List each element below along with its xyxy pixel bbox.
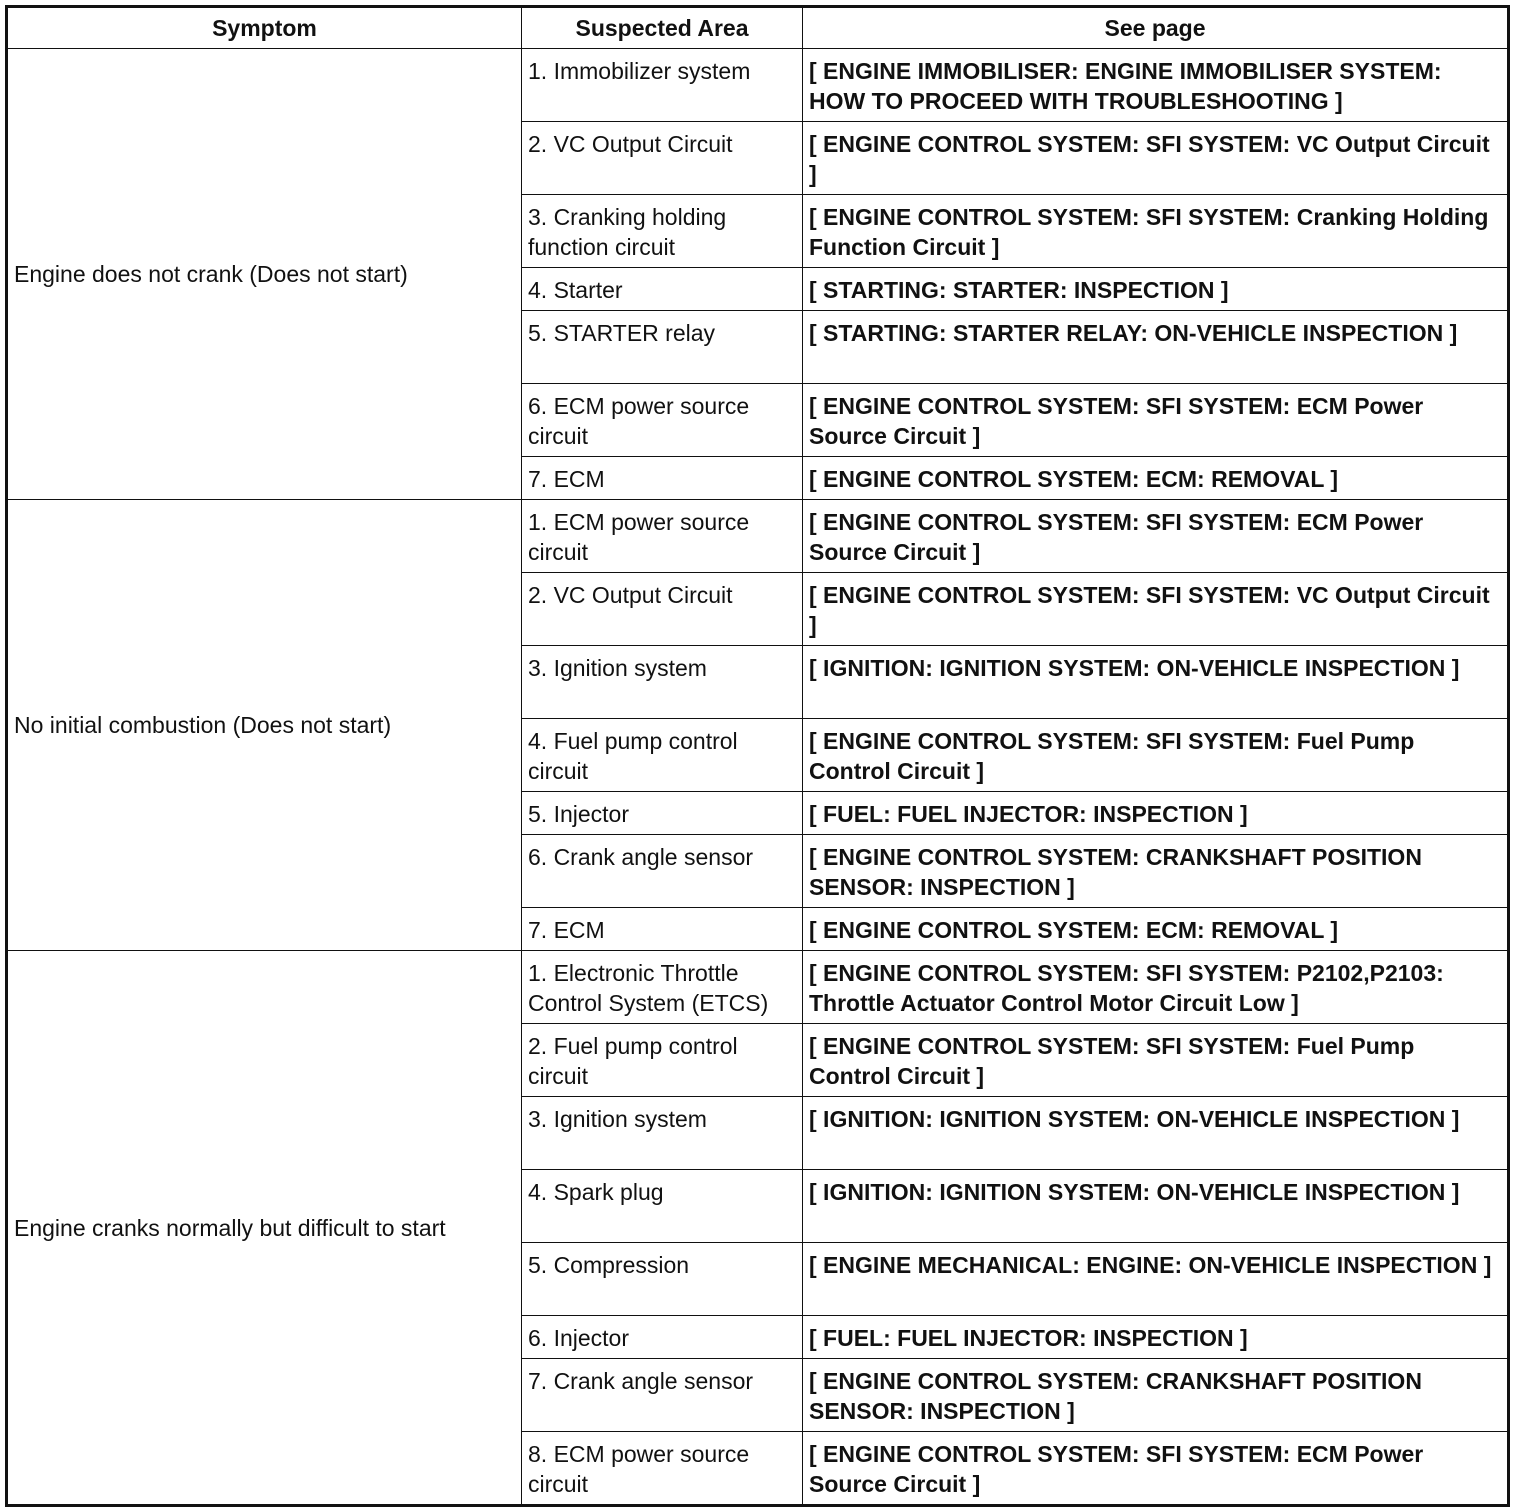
see-page-link[interactable]: [ ENGINE CONTROL SYSTEM: SFI SYSTEM: ECM Power Source Circuit ] bbox=[803, 1432, 1509, 1506]
suspected-area-cell: 5. Compression bbox=[522, 1243, 803, 1316]
see-page-link[interactable]: [ IGNITION: IGNITION SYSTEM: ON-VEHICLE INSPECTION ] bbox=[803, 646, 1509, 719]
header-see-page: See page bbox=[803, 7, 1509, 49]
see-page-link[interactable]: [ IGNITION: IGNITION SYSTEM: ON-VEHICLE INSPECTION ] bbox=[803, 1170, 1509, 1243]
see-page-link[interactable]: [ ENGINE CONTROL SYSTEM: ECM: REMOVAL ] bbox=[803, 908, 1509, 951]
suspected-area-cell: 7. ECM bbox=[522, 457, 803, 500]
suspected-area-cell: 6. Crank angle sensor bbox=[522, 835, 803, 908]
see-page-link[interactable]: [ ENGINE CONTROL SYSTEM: SFI SYSTEM: VC Output Circuit ] bbox=[803, 122, 1509, 195]
suspected-area-cell: 7. Crank angle sensor bbox=[522, 1359, 803, 1432]
suspected-area-cell: 4. Spark plug bbox=[522, 1170, 803, 1243]
see-page-link[interactable]: [ STARTING: STARTER: INSPECTION ] bbox=[803, 268, 1509, 311]
table-row bbox=[7, 500, 1509, 573]
see-page-link[interactable]: [ ENGINE MECHANICAL: ENGINE: ON-VEHICLE INSPECTION ] bbox=[803, 1243, 1509, 1316]
suspected-area-cell: 6. ECM power source circuit bbox=[522, 384, 803, 457]
see-page-link[interactable]: [ ENGINE CONTROL SYSTEM: CRANKSHAFT POSITION SENSOR: INSPECTION ] bbox=[803, 835, 1509, 908]
suspected-area-cell: 5. STARTER relay bbox=[522, 311, 803, 384]
see-page-link[interactable]: [ STARTING: STARTER RELAY: ON-VEHICLE INSPECTION ] bbox=[803, 311, 1509, 384]
see-page-link[interactable]: [ IGNITION: IGNITION SYSTEM: ON-VEHICLE INSPECTION ] bbox=[803, 1097, 1509, 1170]
header-suspected-area: Suspected Area bbox=[522, 7, 803, 49]
see-page-link[interactable]: [ ENGINE CONTROL SYSTEM: SFI SYSTEM: Cranking Holding Function Circuit ] bbox=[803, 195, 1509, 268]
symptom-cell: Engine cranks normally but difficult to start bbox=[7, 951, 522, 1506]
see-page-link[interactable]: [ ENGINE CONTROL SYSTEM: SFI SYSTEM: ECM Power Source Circuit ] bbox=[803, 500, 1509, 573]
suspected-area-cell: 3. Ignition system bbox=[522, 1097, 803, 1170]
see-page-link[interactable]: [ ENGINE CONTROL SYSTEM: SFI SYSTEM: ECM Power Source Circuit ] bbox=[803, 384, 1509, 457]
see-page-link[interactable]: [ ENGINE CONTROL SYSTEM: CRANKSHAFT POSITION SENSOR: INSPECTION ] bbox=[803, 1359, 1509, 1432]
suspected-area-cell: 2. VC Output Circuit bbox=[522, 573, 803, 646]
table-row bbox=[7, 49, 1509, 122]
see-page-link[interactable]: [ ENGINE CONTROL SYSTEM: SFI SYSTEM: VC Output Circuit ] bbox=[803, 573, 1509, 646]
see-page-link[interactable]: [ ENGINE CONTROL SYSTEM: SFI SYSTEM: Fuel Pump Control Circuit ] bbox=[803, 1024, 1509, 1097]
see-page-link[interactable]: [ FUEL: FUEL INJECTOR: INSPECTION ] bbox=[803, 1316, 1509, 1359]
header-row bbox=[7, 7, 1509, 49]
suspected-area-cell: 8. ECM power source circuit bbox=[522, 1432, 803, 1506]
suspected-area-cell: 4. Starter bbox=[522, 268, 803, 311]
see-page-link[interactable]: [ FUEL: FUEL INJECTOR: INSPECTION ] bbox=[803, 792, 1509, 835]
see-page-link[interactable]: [ ENGINE CONTROL SYSTEM: SFI SYSTEM: P2102,P2103: Throttle Actuator Control Motor Circuit Low ] bbox=[803, 951, 1509, 1024]
suspected-area-cell: 2. Fuel pump control circuit bbox=[522, 1024, 803, 1097]
see-page-link[interactable]: [ ENGINE CONTROL SYSTEM: SFI SYSTEM: Fuel Pump Control Circuit ] bbox=[803, 719, 1509, 792]
suspected-area-cell: 5. Injector bbox=[522, 792, 803, 835]
see-page-link[interactable]: [ ENGINE CONTROL SYSTEM: ECM: REMOVAL ] bbox=[803, 457, 1509, 500]
suspected-area-cell: 2. VC Output Circuit bbox=[522, 122, 803, 195]
suspected-area-cell: 3. Ignition system bbox=[522, 646, 803, 719]
suspected-area-cell: 4. Fuel pump control circuit bbox=[522, 719, 803, 792]
table-row bbox=[7, 951, 1509, 1024]
troubleshooting-table bbox=[5, 5, 1510, 1507]
suspected-area-cell: 3. Cranking holding function circuit bbox=[522, 195, 803, 268]
suspected-area-cell: 1. Immobilizer system bbox=[522, 49, 803, 122]
suspected-area-cell: 7. ECM bbox=[522, 908, 803, 951]
see-page-link[interactable]: [ ENGINE IMMOBILISER: ENGINE IMMOBILISER SYSTEM: HOW TO PROCEED WITH TROUBLESHOOTING ] bbox=[803, 49, 1509, 122]
symptom-cell: No initial combustion (Does not start) bbox=[7, 500, 522, 951]
symptom-cell: Engine does not crank (Does not start) bbox=[7, 49, 522, 500]
header-symptom: Symptom bbox=[7, 7, 522, 49]
suspected-area-cell: 6. Injector bbox=[522, 1316, 803, 1359]
suspected-area-cell: 1. Electronic Throttle Control System (ETCS) bbox=[522, 951, 803, 1024]
suspected-area-cell: 1. ECM power source circuit bbox=[522, 500, 803, 573]
